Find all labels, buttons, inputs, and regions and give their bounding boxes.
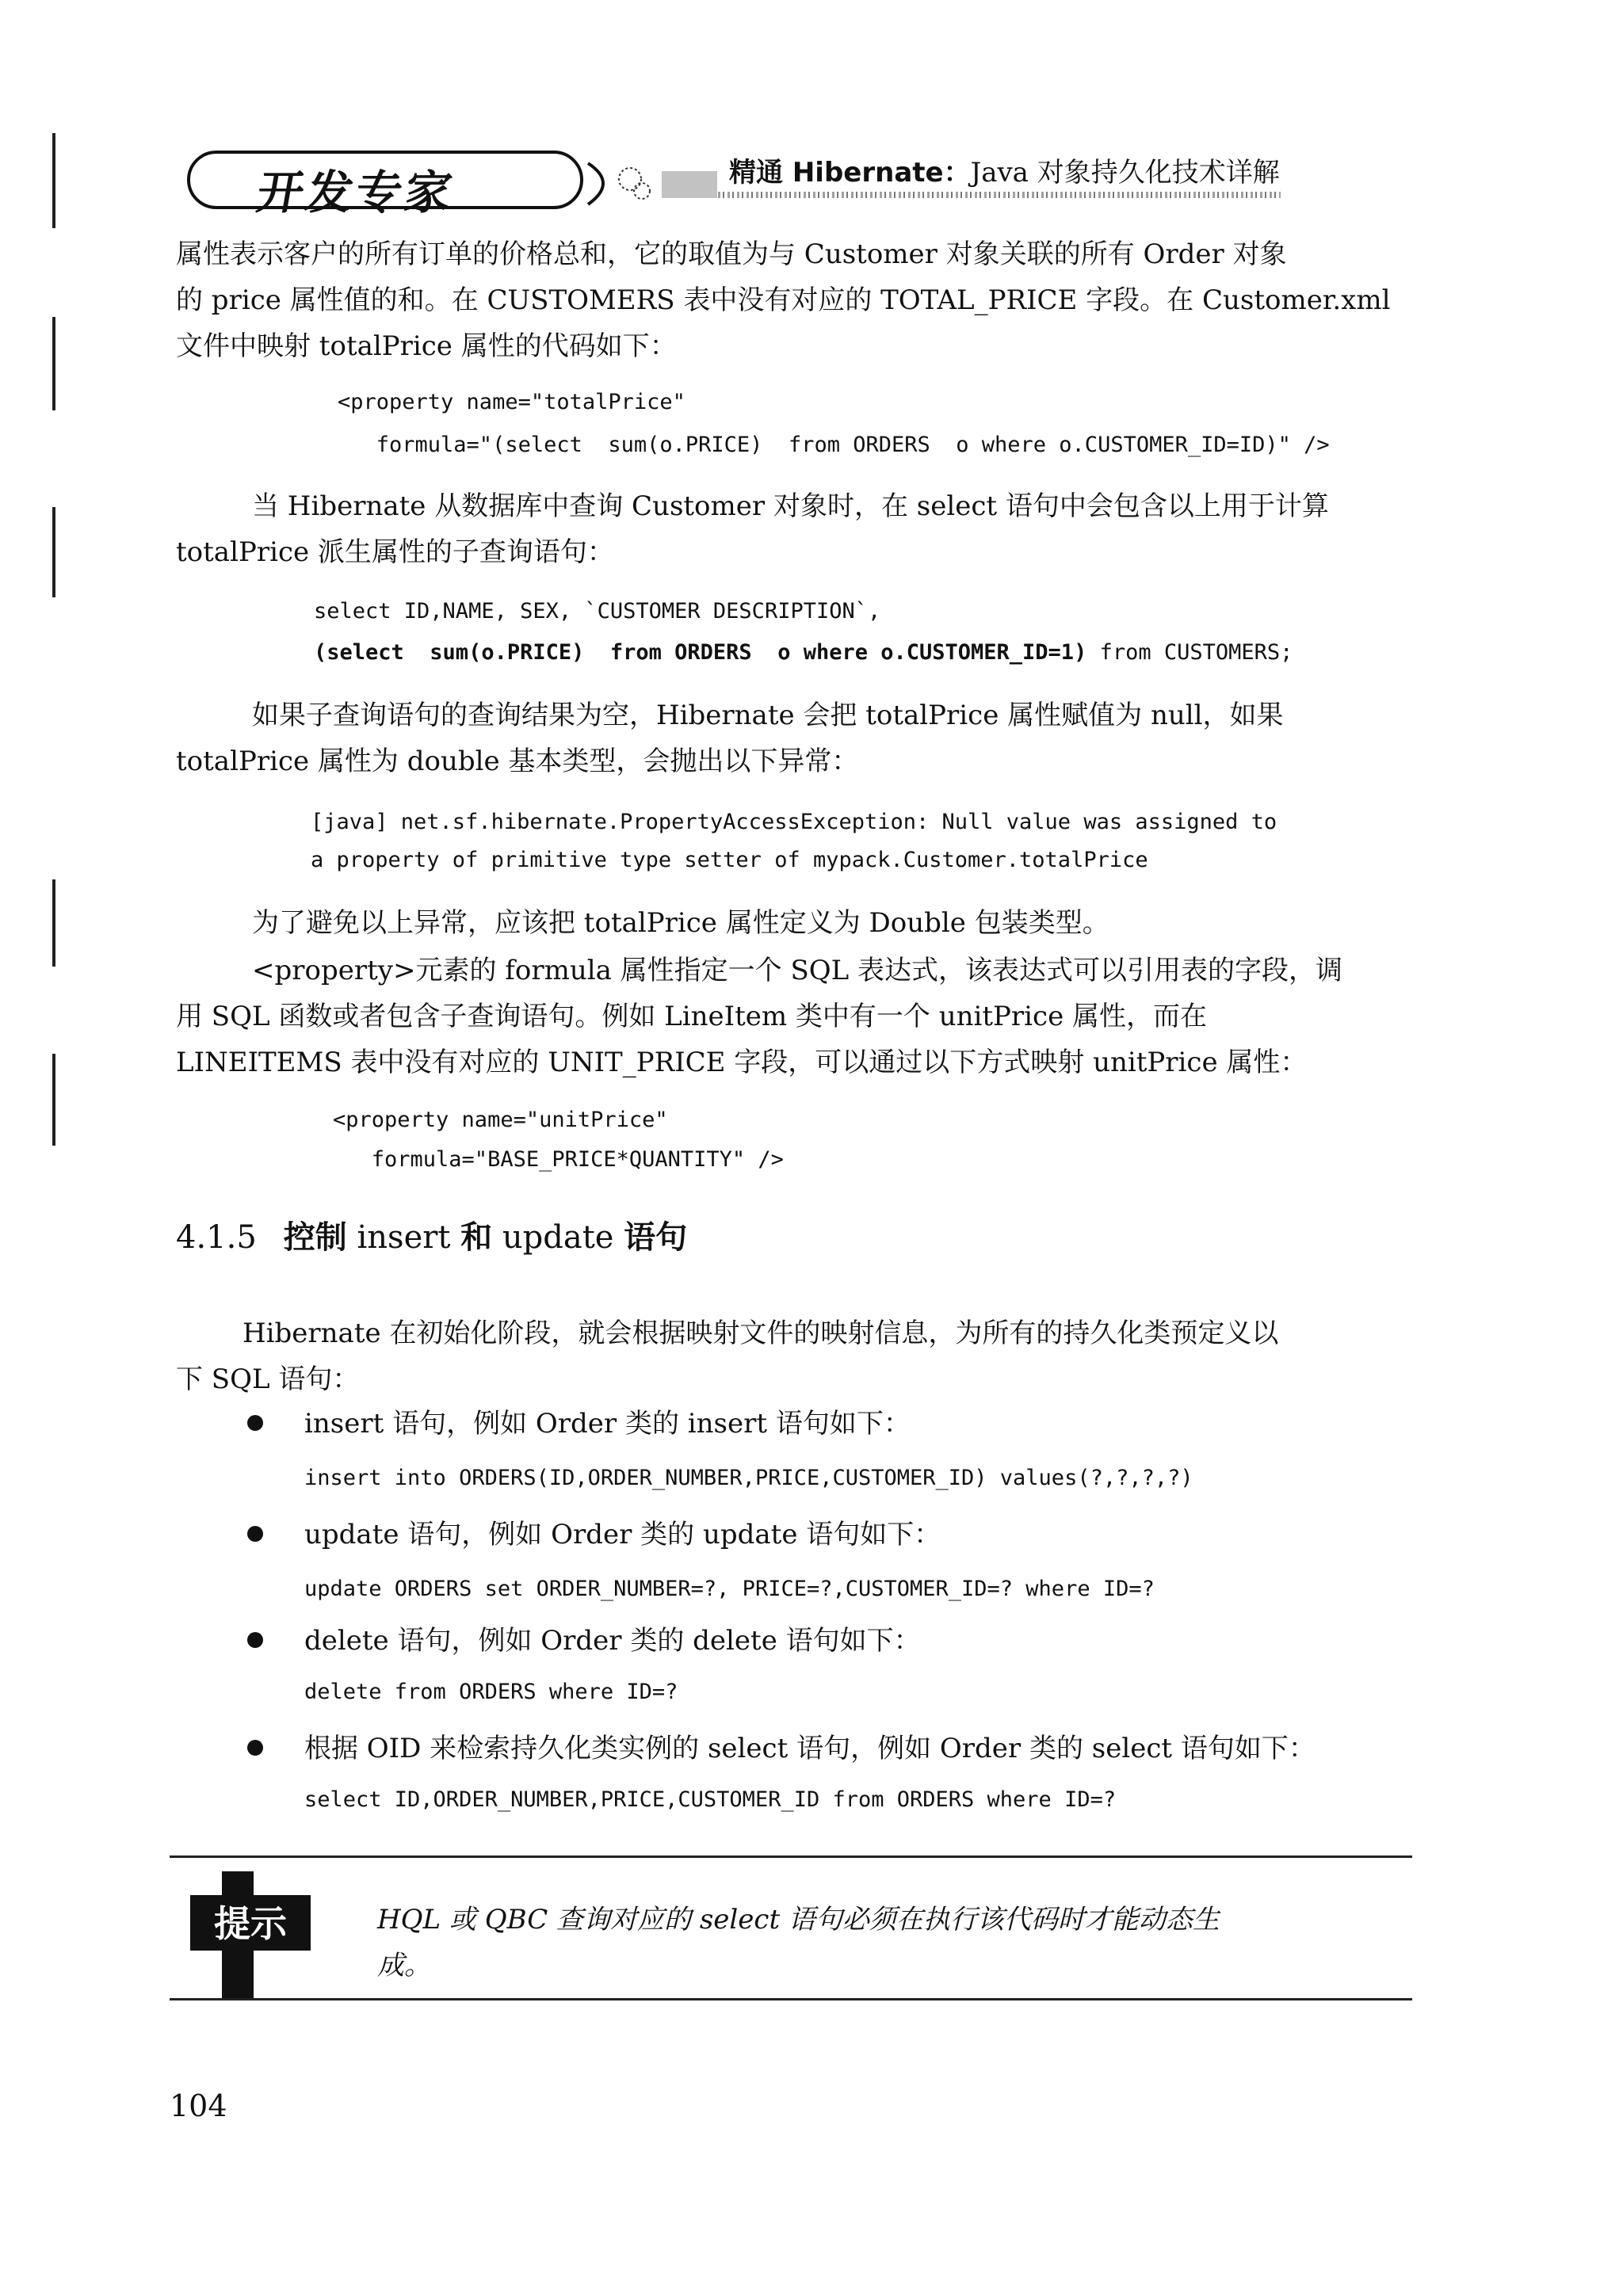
bullet-code: select ID,ORDER_NUMBER,PRICE,CUSTOMER_ID from ORDERS where ID=?	[304, 1787, 1117, 1812]
tip-icon	[178, 1871, 311, 1998]
bullet-code: update ORDERS set ORDER_NUMBER=?, PRICE=?,CUSTOMER_ID=? where ID=?	[304, 1577, 1155, 1601]
running-header-title	[729, 151, 1280, 189]
paragraph-line: 下 SQL 语句：	[176, 1363, 360, 1395]
section-heading	[176, 1212, 687, 1257]
margin-bar	[52, 133, 55, 228]
bullet-dot	[247, 1415, 263, 1431]
section-title-part: 控制	[283, 1219, 347, 1256]
paragraph-line: 的 price 属性值的和。在 CUSTOMERS 表中没有对应的 TOTAL_PRICE 字段。在 Customer.xml	[176, 284, 1391, 316]
section-number: 4.1.5	[176, 1219, 257, 1256]
header-badge: 开发专家	[253, 166, 460, 219]
code-line: [java] net.sf.hibernate.PropertyAccessException: Null value was assigned to	[311, 810, 1277, 834]
margin-bar	[52, 507, 55, 597]
paragraph-line: Hibernate 在初始化阶段，就会根据映射文件的映射信息，为所有的持久化类预定义以	[242, 1318, 1279, 1349]
bullet-text: insert 语句，例如 Order 类的 insert 语句如下：	[304, 1408, 911, 1440]
header-title-rest: Java 对象持久化技术详解	[970, 157, 1280, 189]
tip-text-line: HQL 或 QBC 查询对应的 select 语句必须在执行该代码时才能动态生	[377, 1904, 1220, 1936]
section-title-part: 和	[460, 1219, 493, 1256]
code-line: a property of primitive type setter of mypack.Customer.totalPrice	[311, 848, 1148, 872]
code-bold-subquery: (select sum(o.PRICE) from ORDERS o where o.CUSTOMER_ID=1)	[314, 640, 1087, 665]
tip-icon-label: 提示	[214, 1902, 287, 1945]
tip-bottom-rule	[170, 1998, 1412, 2000]
margin-bar	[52, 879, 55, 967]
paragraph-line: LINEITEMS 表中没有对应的 UNIT_PRICE 字段，可以通过以下方式映射 unitPrice 属性：	[176, 1047, 1308, 1078]
margin-bar	[52, 317, 55, 410]
paragraph-line: 为了避免以上异常，应该把 totalPrice 属性定义为 Double 包装类型。	[252, 907, 1109, 939]
code-line: <property name="unitPrice"	[333, 1108, 668, 1132]
paragraph-line: 用 SQL 函数或者包含子查询语句。例如 LineItem 类中有一个 unitPrice 属性，而在	[176, 1001, 1208, 1032]
code-line: select ID,NAME, SEX, `CUSTOMER DESCRIPTION`,	[314, 599, 881, 624]
page-number: 104	[170, 2088, 227, 2123]
header-rule	[718, 192, 1281, 198]
code-line: <property name="totalPrice"	[338, 390, 685, 414]
paragraph-line: 如果子查询语句的查询结果为空，Hibernate 会把 totalPrice 属性赋值为 null，如果	[252, 700, 1284, 731]
tip-text-line: 成。	[377, 1950, 431, 1981]
bullet-code: insert into ORDERS(ID,ORDER_NUMBER,PRICE,CUSTOMER_ID) values(?,?,?,?)	[304, 1466, 1193, 1490]
section-title-part: insert	[346, 1219, 461, 1256]
code-line: formula="(select sum(o.PRICE) from ORDERS o where o.CUSTOMER_ID=ID)" />	[338, 433, 1330, 457]
code-line-rest: from CUSTOMERS;	[1086, 640, 1293, 665]
paragraph-line: 文件中映射 totalPrice 属性的代码如下：	[176, 330, 677, 362]
header-title-bold: 精通 Hibernate：	[729, 157, 971, 189]
paragraph-line: 属性表示客户的所有订单的价格总和，它的取值为与 Customer 对象关联的所有 Order 对象	[176, 238, 1287, 270]
bullet-text: delete 语句，例如 Order 类的 delete 语句如下：	[304, 1625, 921, 1657]
section-title-part: update	[492, 1219, 624, 1256]
bullet-code: delete from ORDERS where ID=?	[304, 1680, 678, 1704]
bullet-text: update 语句，例如 Order 类的 update 语句如下：	[304, 1519, 941, 1550]
margin-bar	[52, 1054, 55, 1146]
paragraph-line: 当 Hibernate 从数据库中查询 Customer 对象时，在 select 语句中会包含以上用于计算	[252, 490, 1329, 522]
header-ornament-icon	[586, 155, 721, 211]
bullet-dot	[247, 1740, 263, 1756]
tip-top-rule	[170, 1855, 1412, 1858]
code-line	[314, 640, 1293, 665]
code-line: formula="BASE_PRICE*QUANTITY" />	[333, 1147, 784, 1172]
section-title-part: 语句	[624, 1219, 688, 1256]
bullet-dot	[247, 1632, 263, 1648]
bullet-dot	[247, 1526, 263, 1542]
bullet-text: 根据 OID 来检索持久化类实例的 select 语句，例如 Order 类的 select 语句如下：	[304, 1733, 1316, 1764]
paragraph-line: <property>元素的 formula 属性指定一个 SQL 表达式，该表达式可以引用表的字段，调	[252, 955, 1343, 986]
paragraph-line: totalPrice 派生属性的子查询语句：	[176, 536, 614, 568]
paragraph-line: totalPrice 属性为 double 基本类型，会抛出以下异常：	[176, 746, 859, 777]
